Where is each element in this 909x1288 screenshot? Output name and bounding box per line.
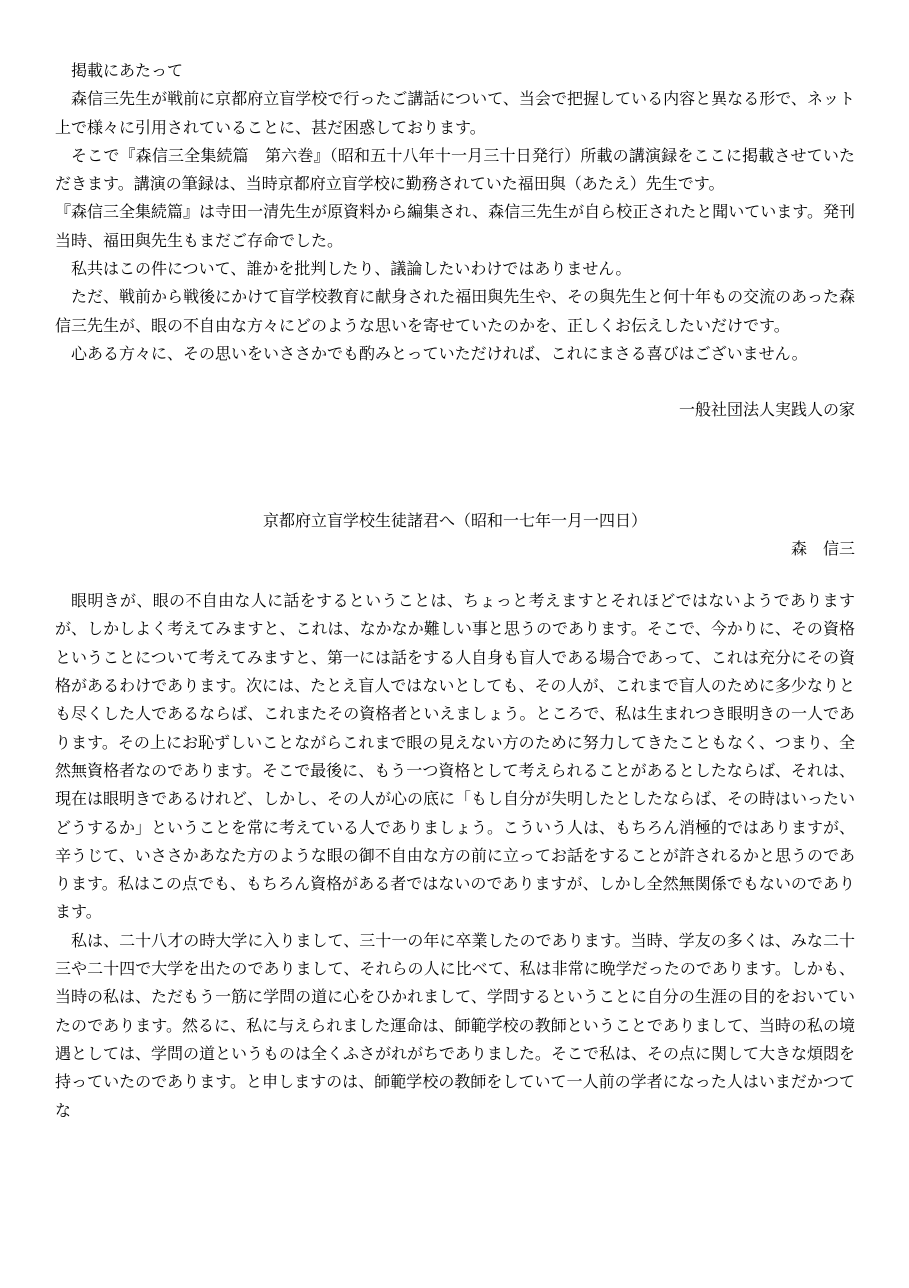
intro-paragraph: 私共はこの件について、誰かを批判したり、議論したいわけではありません。: [71, 259, 632, 279]
intro-paragraph: ただ、戦前から戦後にかけて盲学校教育に献身された福田與先生や、その與先生と何十年もの交流のあった森信三先生が、眼の不自由な方々にどのような思いを寄せていたのかを、正しくお伝えしたいだけです。: [55, 287, 855, 335]
intro-paragraph: 森信三先生が戦前に京都府立盲学校で行ったご講話について、当会で把握している内容と異なる形で、ネット上で様々に引用されていることに、甚だ困惑しております。: [55, 89, 855, 137]
speech-body: [55, 587, 855, 1125]
intro-paragraph: 心ある方々に、その思いをいささかでも酌みとっていただければ、これにまさる喜びはございません。: [71, 343, 808, 363]
intro-paragraph: そこで『森信三全集続篇 第六巻』（昭和五十八年十一月三十日発行）所載の講演録をここに掲載させていただきます。講演の筆録は、当時京都府立盲学校に勤務されていた福田與（あたえ）先生です。: [55, 145, 855, 194]
intro-section: [55, 57, 855, 425]
speech-author: 森 信三: [790, 538, 855, 558]
intro-paragraph: 『森信三全集続篇』は寺田一清先生が原資料から編集され、森信三先生が自ら校正されたと聞いています。発刊当時、福田與先生もまだご存命でした。: [55, 202, 855, 250]
speech-title: 京都府立盲学校生徒諸君へ（昭和一七年一月一四日）: [262, 510, 647, 530]
speech-paragraph: 私は、二十八才の時大学に入りまして、三十一の年に卒業したのであります。当時、学友の多くは、みな二十三や二十四で大学を出たのでありまして、それらの人に比べて、私は非常に晩学だったのであります。しかも、当時の私は、ただもう一筋に学問の道に心をひかれまして、学問するということに自分の生涯の目的をおいていたのであります。然るに、私に与えられました運命は、師範学校の教師ということでありまして、当時の私の境遇としては、学問の道というものは全くふさがれがちでありました。そこで私は、その点に関して大きな煩悶を持っていたのであります。と申しますのは、師範学校の教師をしていて一人前の学者になった人はいまだかつてな: [55, 930, 855, 1120]
speech-section: [55, 507, 855, 1125]
document-page: [55, 57, 855, 1125]
organization-name: 一般社団法人実践人の家: [678, 400, 855, 420]
intro-heading: 掲載にあたって: [71, 61, 184, 80]
speech-paragraph: 眼明きが、眼の不自由な人に話をするということは、ちょっと考えますとそれほどではないようでありますが、しかしよく考えてみますと、これは、なかなか難しい事と思うのであります。そこで、今かりに、その資格ということについて考えてみますと、第一には話をする人自身も盲人である場合であって、これは充分にその資格があるわけであります。次には、たとえ盲人ではないとしても、その人が、これまで盲人のために多少なりとも尽くした人であるならば、これまたその資格者といえましょう。ところで、私は生まれつき眼明きの一人であります。その上にお恥ずしいことながらこれまで眼の見えない方のために努力してきたこともなく、つまり、全然無資格者なのであります。そこで最後に、もう一つ資格として考えられることがあるとしたならば、それは、現在は眼明きであるけれど、しかし、その人が心の底に「もし自分が失明したとしたならば、その時はいったいどうするか」ということを常に考えている人でありましょう。こういう人は、もちろん消極的ではありますが、辛うじて、いささかあなた方のような眼の御不自由な方の前に立ってお話をすることが許されるかと思うのであります。私はこの点でも、もちろん資格がある者ではないのでありますが、しかし全然無関係でもないのであります。: [55, 591, 856, 922]
